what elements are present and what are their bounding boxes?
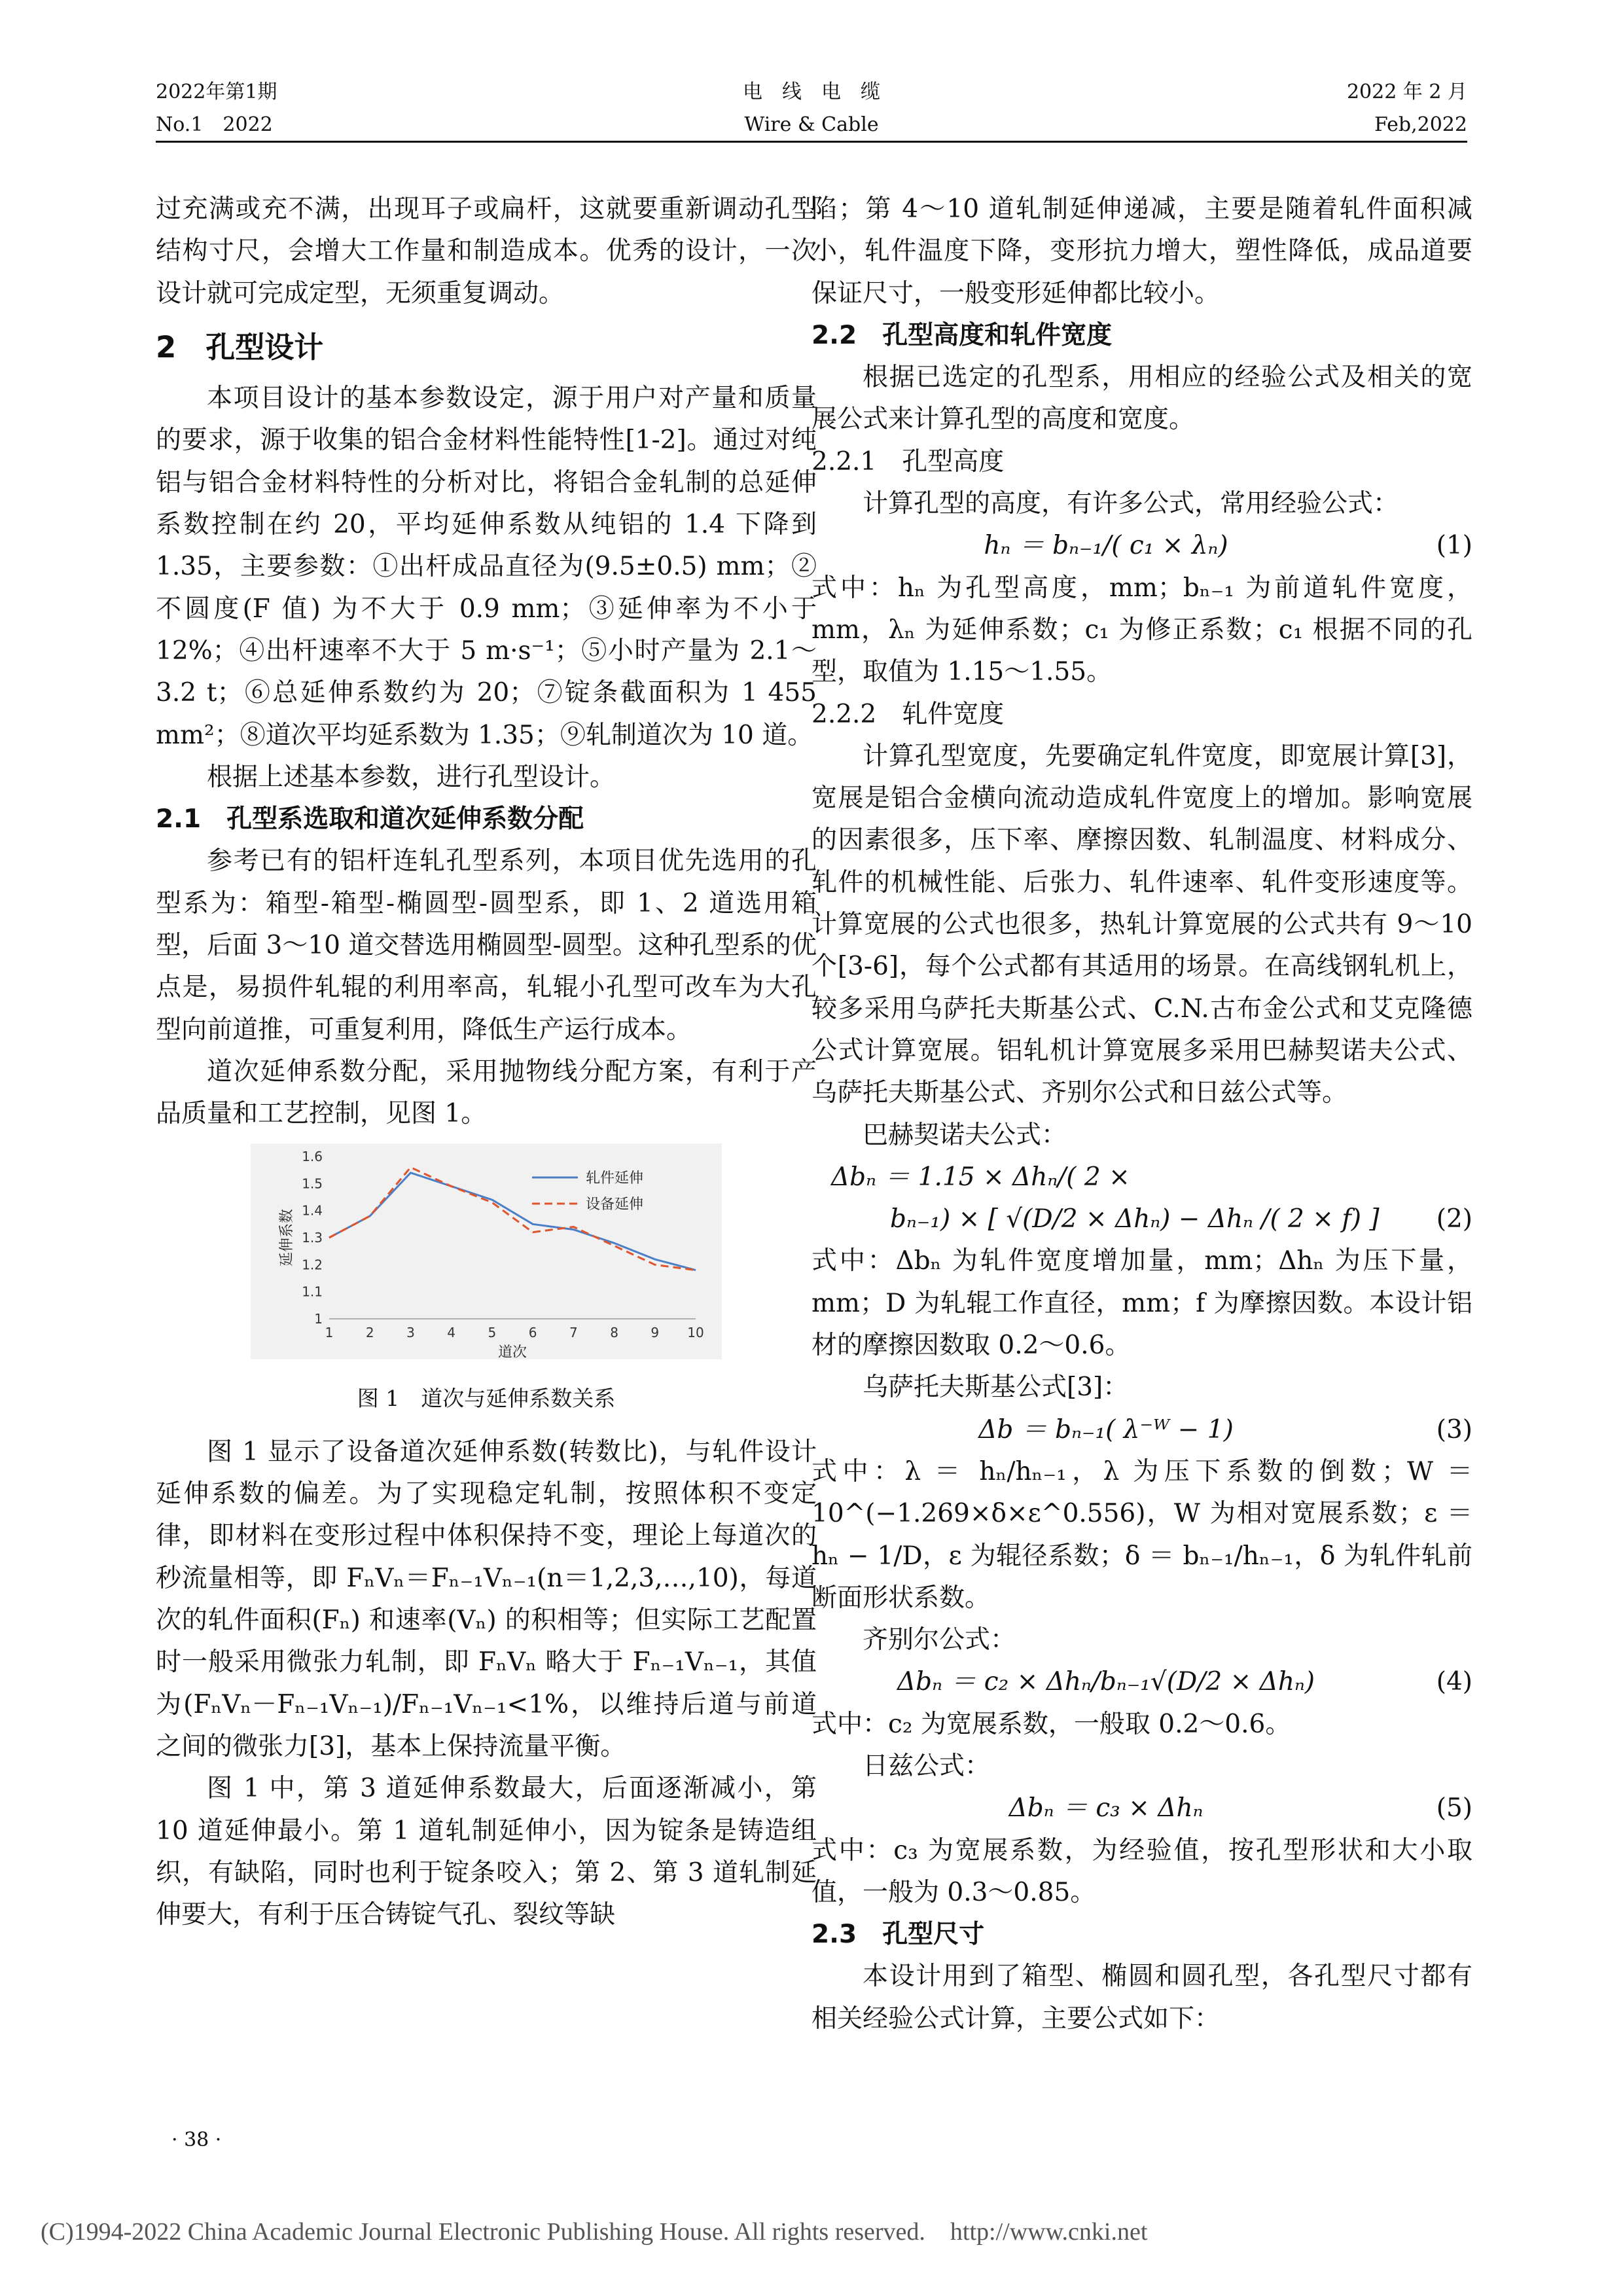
x-tick-label: 7 <box>569 1324 578 1340</box>
paragraph: 根据上述基本参数，进行孔型设计。 <box>207 762 616 792</box>
right-column <box>812 188 1472 2040</box>
subsection-heading: 2.1 孔型系选取和道次延伸系数分配 <box>156 804 584 834</box>
paragraph: 陷；第 4～10 道轧制延伸递减，主要是随着轧件面积减小，轧件温度下降，变形抗力增大，塑性降低，成品道要保证尺寸，一般变形延伸都比较小。 <box>812 194 1472 308</box>
paragraph: 式中：λ ＝ hₙ/hₙ₋₁，λ 为压下系数的倒数；W ＝ 10^(−1.269×δ×ε^0.556)，W 为相对宽展系数；ε ＝ hₙ − 1/D，ε 为辊径系数；δ ＝ bₙ₋₁/hₙ₋₁，δ 为轧件轧前断面形状系数。 <box>812 1456 1472 1613</box>
legend-label: 轧件延伸 <box>586 1170 644 1187</box>
header-number: No.1 2022 <box>156 113 273 136</box>
paragraph: 图 1 显示了设备道次延伸系数(转数比)，与轧件设计延伸系数的偏差。为了实现稳定轧制，按照体积不变定律，即材料在变形过程中体积保持不变，理论上每道次的秒流量相等，即 FₙVₙ＝Fₙ₋₁Vₙ₋₁(n＝1,2,3,…,10)，每道次的轧件面积(Fₙ) 和速率(Vₙ) 的积相等；但实际工艺配置时一般采用微张力轧制，即 FₙVₙ 略大于 Fₙ₋₁Vₙ₋₁，其值为(FₙVₙ－Fₙ₋₁Vₙ₋₁)/Fₙ₋₁Vₙ₋₁<1%，以维持后道与前道之间的微张力[3]，基本上保持流量平衡。 <box>156 1437 817 1761</box>
paragraph: 日兹公式： <box>863 1751 991 1781</box>
x-tick-label: 9 <box>651 1324 660 1340</box>
paragraph: 计算孔型的高度，有许多公式，常用经验公式： <box>863 489 1399 519</box>
equation-number: (2) <box>1436 1204 1472 1234</box>
x-tick-label: 5 <box>488 1324 497 1340</box>
y-tick-label: 1.6 <box>302 1148 323 1164</box>
page-number: · 38 · <box>171 2128 222 2151</box>
equation-1 <box>812 525 1472 567</box>
subsubsection-heading: 2.2.1 孔型高度 <box>812 446 1005 476</box>
y-axis-label: 延伸系数 <box>279 1208 295 1266</box>
paragraph: 本设计用到了箱型、椭圆和圆孔型，各孔型尺寸都有相关经验公式计算，主要公式如下： <box>812 1962 1472 2034</box>
header-rule <box>156 141 1467 143</box>
subsubsection-heading: 2.2.2 轧件宽度 <box>812 699 1005 729</box>
paragraph: 式中：c₃ 为宽展系数，为经验值，按孔型形状和大小取值，一般为 0.3～0.85。 <box>812 1835 1472 1907</box>
paragraph: 巴赫契诺夫公式： <box>863 1120 1067 1150</box>
equation-4 <box>812 1661 1472 1703</box>
equation-body: Δbₙ ＝ c₃ × Δhₙ <box>1008 1793 1204 1823</box>
y-tick-label: 1 <box>314 1310 323 1327</box>
y-tick-label: 1.4 <box>302 1202 323 1219</box>
equation-2a <box>812 1157 1472 1198</box>
equation-5 <box>812 1787 1472 1829</box>
x-tick-label: 8 <box>610 1324 618 1340</box>
x-tick-label: 2 <box>365 1324 374 1340</box>
journal-title-en: Wire & Cable <box>744 113 879 136</box>
header-issue: 2022年第1期 <box>156 81 277 103</box>
journal-title-cn: 电 线 电 缆 <box>743 81 880 103</box>
equation-number: (3) <box>1436 1414 1472 1444</box>
left-column <box>156 188 817 1936</box>
y-tick-label: 1.3 <box>302 1229 323 1246</box>
paragraph: 根据已选定的孔型系，用相应的经验公式及相关的宽展公式来计算孔型的高度和宽度。 <box>812 363 1472 435</box>
y-tick-label: 1.1 <box>302 1283 323 1300</box>
y-tick-label: 1.2 <box>302 1256 323 1272</box>
paragraph: 计算孔型宽度，先要确定轧件宽度，即宽展计算[3]，宽展是铝合金横向流动造成轧件宽度上的增加。影响宽展的因素很多，压下率、摩擦因数、轧制温度、材料成分、轧件的机械性能、后张力、轧件速率、轧件变形速度等。计算宽展的公式也很多，热轧计算宽展的公式共有 9～10 个[3-6]，每个公式都有其适用的场景。在高线钢轧机上，较多采用乌萨托夫斯基公式、C.N.古布金公式和艾克隆德公式计算宽展。铝轧机计算宽展多采用巴赫契诺夫公式、乌萨托夫斯基公式、齐别尔公式和日兹公式等。 <box>812 741 1472 1108</box>
figure-caption: 图 1 道次与延伸系数关系 <box>357 1385 616 1411</box>
paragraph: 参考已有的铝杆连轧孔型系列，本项目优先选用的孔型系为：箱型-箱型-椭圆型-圆型系，即 1、2 道选用箱型，后面 3～10 道交替选用椭圆型-圆型。这种孔型系的优点是，易损件轧辊的利用率高，轧辊小孔型可改车为大孔型向前道推，可重复利用，降低生产运行成本。 <box>156 846 817 1045</box>
section-heading: 2 孔型设计 <box>156 329 324 365</box>
header-date-en: Feb,2022 <box>1374 113 1467 136</box>
paragraph: 式中：Δbₙ 为轧件宽度增加量，mm；Δhₙ 为压下量，mm；D 为轧辊工作直径，mm；f 为摩擦因数。本设计铝材的摩擦因数取 0.2～0.6。 <box>812 1246 1472 1361</box>
subsection-heading: 2.3 孔型尺寸 <box>812 1920 985 1950</box>
figure-1 <box>156 1143 817 1372</box>
paragraph: 过充满或充不满，出现耳子或扁杆，这就要重新调动孔型结构寸尺，会增大工作量和制造成本。优秀的设计，一次设计就可完成定型，无须重复调动。 <box>156 194 817 308</box>
x-tick-label: 3 <box>406 1324 415 1340</box>
x-tick-label: 4 <box>447 1324 456 1340</box>
paragraph: 式中：c₂ 为宽展系数，一般取 0.2～0.6。 <box>812 1709 1291 1739</box>
y-tick-label: 1.5 <box>302 1175 323 1191</box>
paragraph: 道次延伸系数分配，采用抛物线分配方案，有利于产品质量和工艺控制，见图 1。 <box>156 1056 817 1129</box>
equation-body: Δbₙ ＝ 1.15 × Δhₙ/( 2 × <box>831 1162 1130 1192</box>
legend-label: 设备延伸 <box>586 1196 644 1213</box>
copyright-footer: (C)1994-2022 China Academic Journal Electronic Publishing House. All rights reserved. http://www.cnki.net <box>41 2218 1148 2246</box>
x-tick-label: 6 <box>528 1324 537 1340</box>
equation-body: hₙ ＝ bₙ₋₁/( c₁ × λₙ) <box>984 531 1228 561</box>
header-date-cn: 2022 年 2 月 <box>1346 81 1467 103</box>
line-chart <box>251 1143 722 1359</box>
paragraph: 式中：hₙ 为孔型高度，mm；bₙ₋₁ 为前道轧件宽度，mm，λₙ 为延伸系数；c₁ 为修正系数；c₁ 根据不同的孔型，取值为 1.15～1.55。 <box>812 573 1472 687</box>
paragraph: 乌萨托夫斯基公式[3]： <box>863 1372 1129 1403</box>
equation-body: Δb ＝ bₙ₋₁( λ⁻ᵂ − 1) <box>978 1414 1234 1444</box>
x-axis-label: 道次 <box>497 1344 527 1359</box>
equation-body: Δbₙ ＝ c₂ × Δhₙ/bₙ₋₁√(D/2 × Δhₙ) <box>897 1667 1315 1697</box>
x-tick-label: 10 <box>687 1324 704 1340</box>
equation-3 <box>812 1409 1472 1451</box>
x-tick-label: 1 <box>325 1324 334 1340</box>
equation-number: (1) <box>1436 531 1472 561</box>
equation-body: bₙ₋₁) × [ √(D/2 × Δhₙ) − Δhₙ /( 2 × f) ] <box>890 1204 1380 1234</box>
paragraph: 本项目设计的基本参数设定，源于用户对产量和质量的要求，源于收集的铝合金材料性能特性[1-2]。通过对纯铝与铝合金材料特性的分析对比，将铝合金轧制的总延伸系数控制在约 20，平均延伸系数从纯铝的 1.4 下降到 1.35，主要参数：①出杆成品直径为(9.5±0.5) mm；②不圆度(F 值) 为不大于 0.9 mm；③延伸率为不小于 12%；④出杆速率不大于 5 m·s⁻¹；⑤小时产量为 2.1～3.2 t；⑥总延伸系数约为 20；⑦锭条截面积为 1 455 mm²；⑧道次平均延系数为 1.35；⑨轧制道次为 10 道。 <box>156 384 817 750</box>
subsection-heading: 2.2 孔型高度和轧件宽度 <box>812 320 1113 350</box>
equation-number: (5) <box>1436 1793 1472 1823</box>
equation-2b <box>812 1198 1472 1240</box>
equation-number: (4) <box>1436 1667 1472 1697</box>
paragraph: 图 1 中，第 3 道延伸系数最大，后面逐渐减小，第 10 道延伸最小。第 1 道轧制延伸小，因为锭条是铸造组织，有缺陷，同时也利于锭条咬入；第 2、第 3 道轧制延伸要大，有利于压合铸锭气孔、裂纹等缺 <box>156 1774 817 1930</box>
paragraph: 齐别尔公式： <box>863 1625 1016 1655</box>
